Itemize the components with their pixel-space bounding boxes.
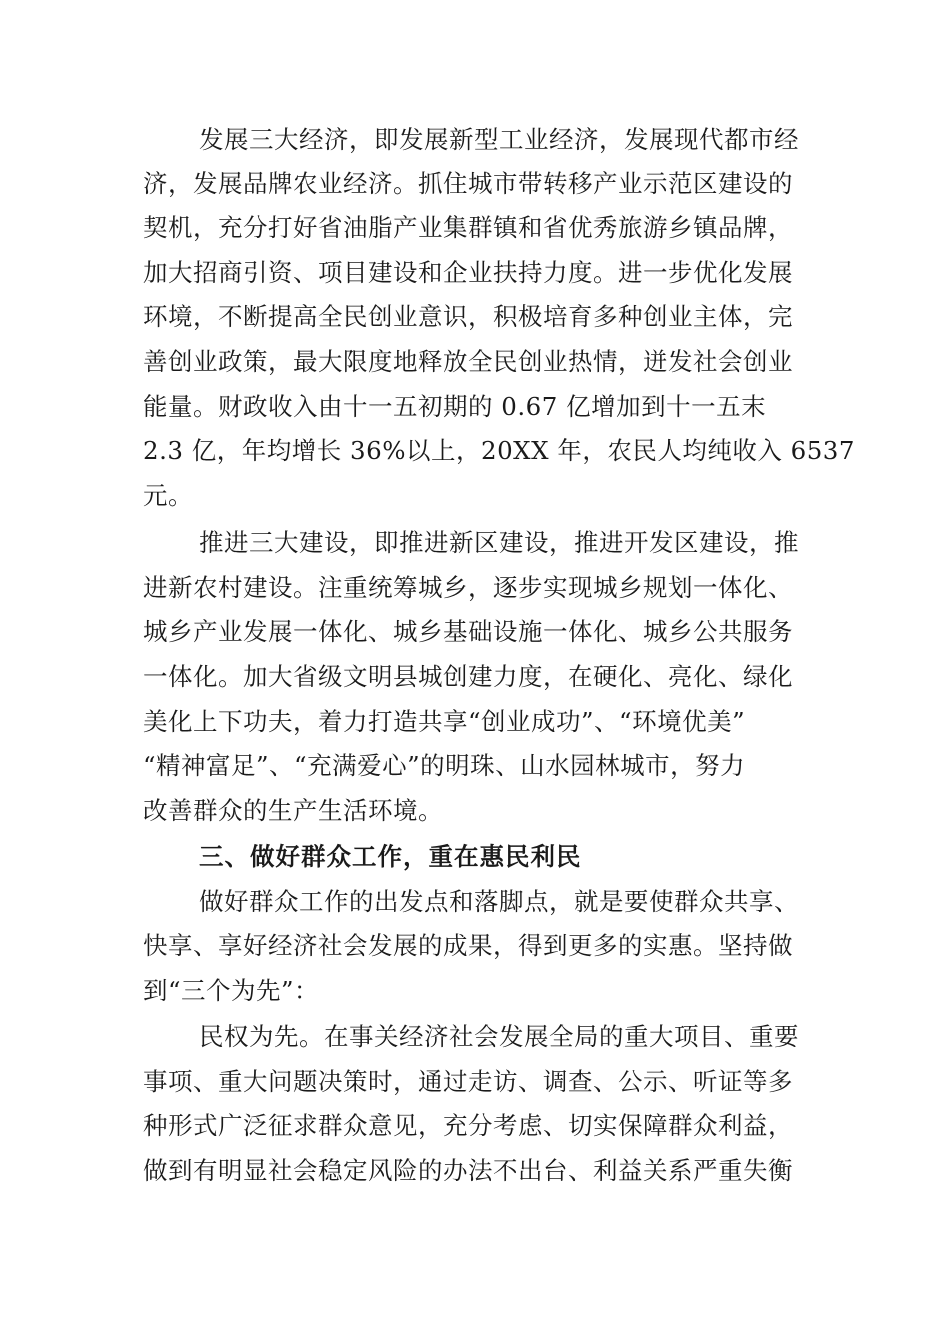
paragraph-3-line-1: 做好群众工作的出发点和落脚点，就是要使群众共享、 bbox=[199, 887, 799, 916]
paragraph-2-line-6: “精神富足”、“充满爱心”的明珠、山水园林城市，努力 bbox=[143, 751, 746, 780]
paragraph-1-line-5: 环境，不断提高全民创业意识，积极培育多种创业主体，完 bbox=[143, 302, 793, 331]
paragraph-3-line-2: 快享、享好经济社会发展的成果，得到更多的实惠。坚持做 bbox=[143, 931, 793, 960]
paragraph-1-line-6: 善创业政策，最大限度地释放全民创业热情，迸发社会创业 bbox=[143, 347, 793, 376]
paragraph-2-line-4: 一体化。加大省级文明县城创建力度，在硬化、亮化、绿化 bbox=[143, 662, 793, 691]
section-heading: 三、做好群众工作，重在惠民利民 bbox=[199, 842, 582, 871]
paragraph-1-line-4: 加大招商引资、项目建设和企业扶持力度。进一步优化发展 bbox=[143, 258, 793, 287]
paragraph-2-line-5: 美化上下功夫，着力打造共享“创业成功”、“环境优美” bbox=[143, 707, 746, 736]
paragraph-2-line-7: 改善群众的生产生活环境。 bbox=[143, 796, 443, 825]
paragraph-3-line-3: 到“三个为先”： bbox=[143, 976, 320, 1005]
paragraph-4-line-3: 种形式广泛征求群众意见，充分考虑、切实保障群众利益， bbox=[143, 1111, 793, 1140]
paragraph-2-line-3: 城乡产业发展一体化、城乡基础设施一体化、城乡公共服务 bbox=[143, 617, 793, 646]
paragraph-1-line-3: 契机，充分打好省油脂产业集群镇和省优秀旅游乡镇品牌， bbox=[143, 213, 793, 242]
paragraph-1-line-8: 2.3 亿，年均增长 36%以上，20XX 年，农民人均纯收入 6537 bbox=[143, 436, 855, 465]
paragraph-1-line-1: 发展三大经济，即发展新型工业经济，发展现代都市经 bbox=[199, 125, 799, 154]
paragraph-1-line-2: 济，发展品牌农业经济。抓住城市带转移产业示范区建设的 bbox=[143, 169, 793, 198]
paragraph-4-line-4: 做到有明显社会稳定风险的办法不出台、利益关系严重失衡 bbox=[143, 1156, 793, 1185]
paragraph-2-line-1: 推进三大建设，即推进新区建设，推进开发区建设，推 bbox=[199, 528, 799, 557]
paragraph-4-line-2: 事项、重大问题决策时，通过走访、调查、公示、听证等多 bbox=[143, 1067, 793, 1096]
paragraph-4-line-1: 民权为先。在事关经济社会发展全局的重大项目、重要 bbox=[199, 1022, 799, 1051]
paragraph-1-line-7: 能量。财政收入由十一五初期的 0.67 亿增加到十一五末 bbox=[143, 392, 767, 421]
paragraph-2-line-2: 进新农村建设。注重统筹城乡，逐步实现城乡规划一体化、 bbox=[143, 573, 793, 602]
paragraph-1-line-9: 元。 bbox=[143, 481, 193, 510]
